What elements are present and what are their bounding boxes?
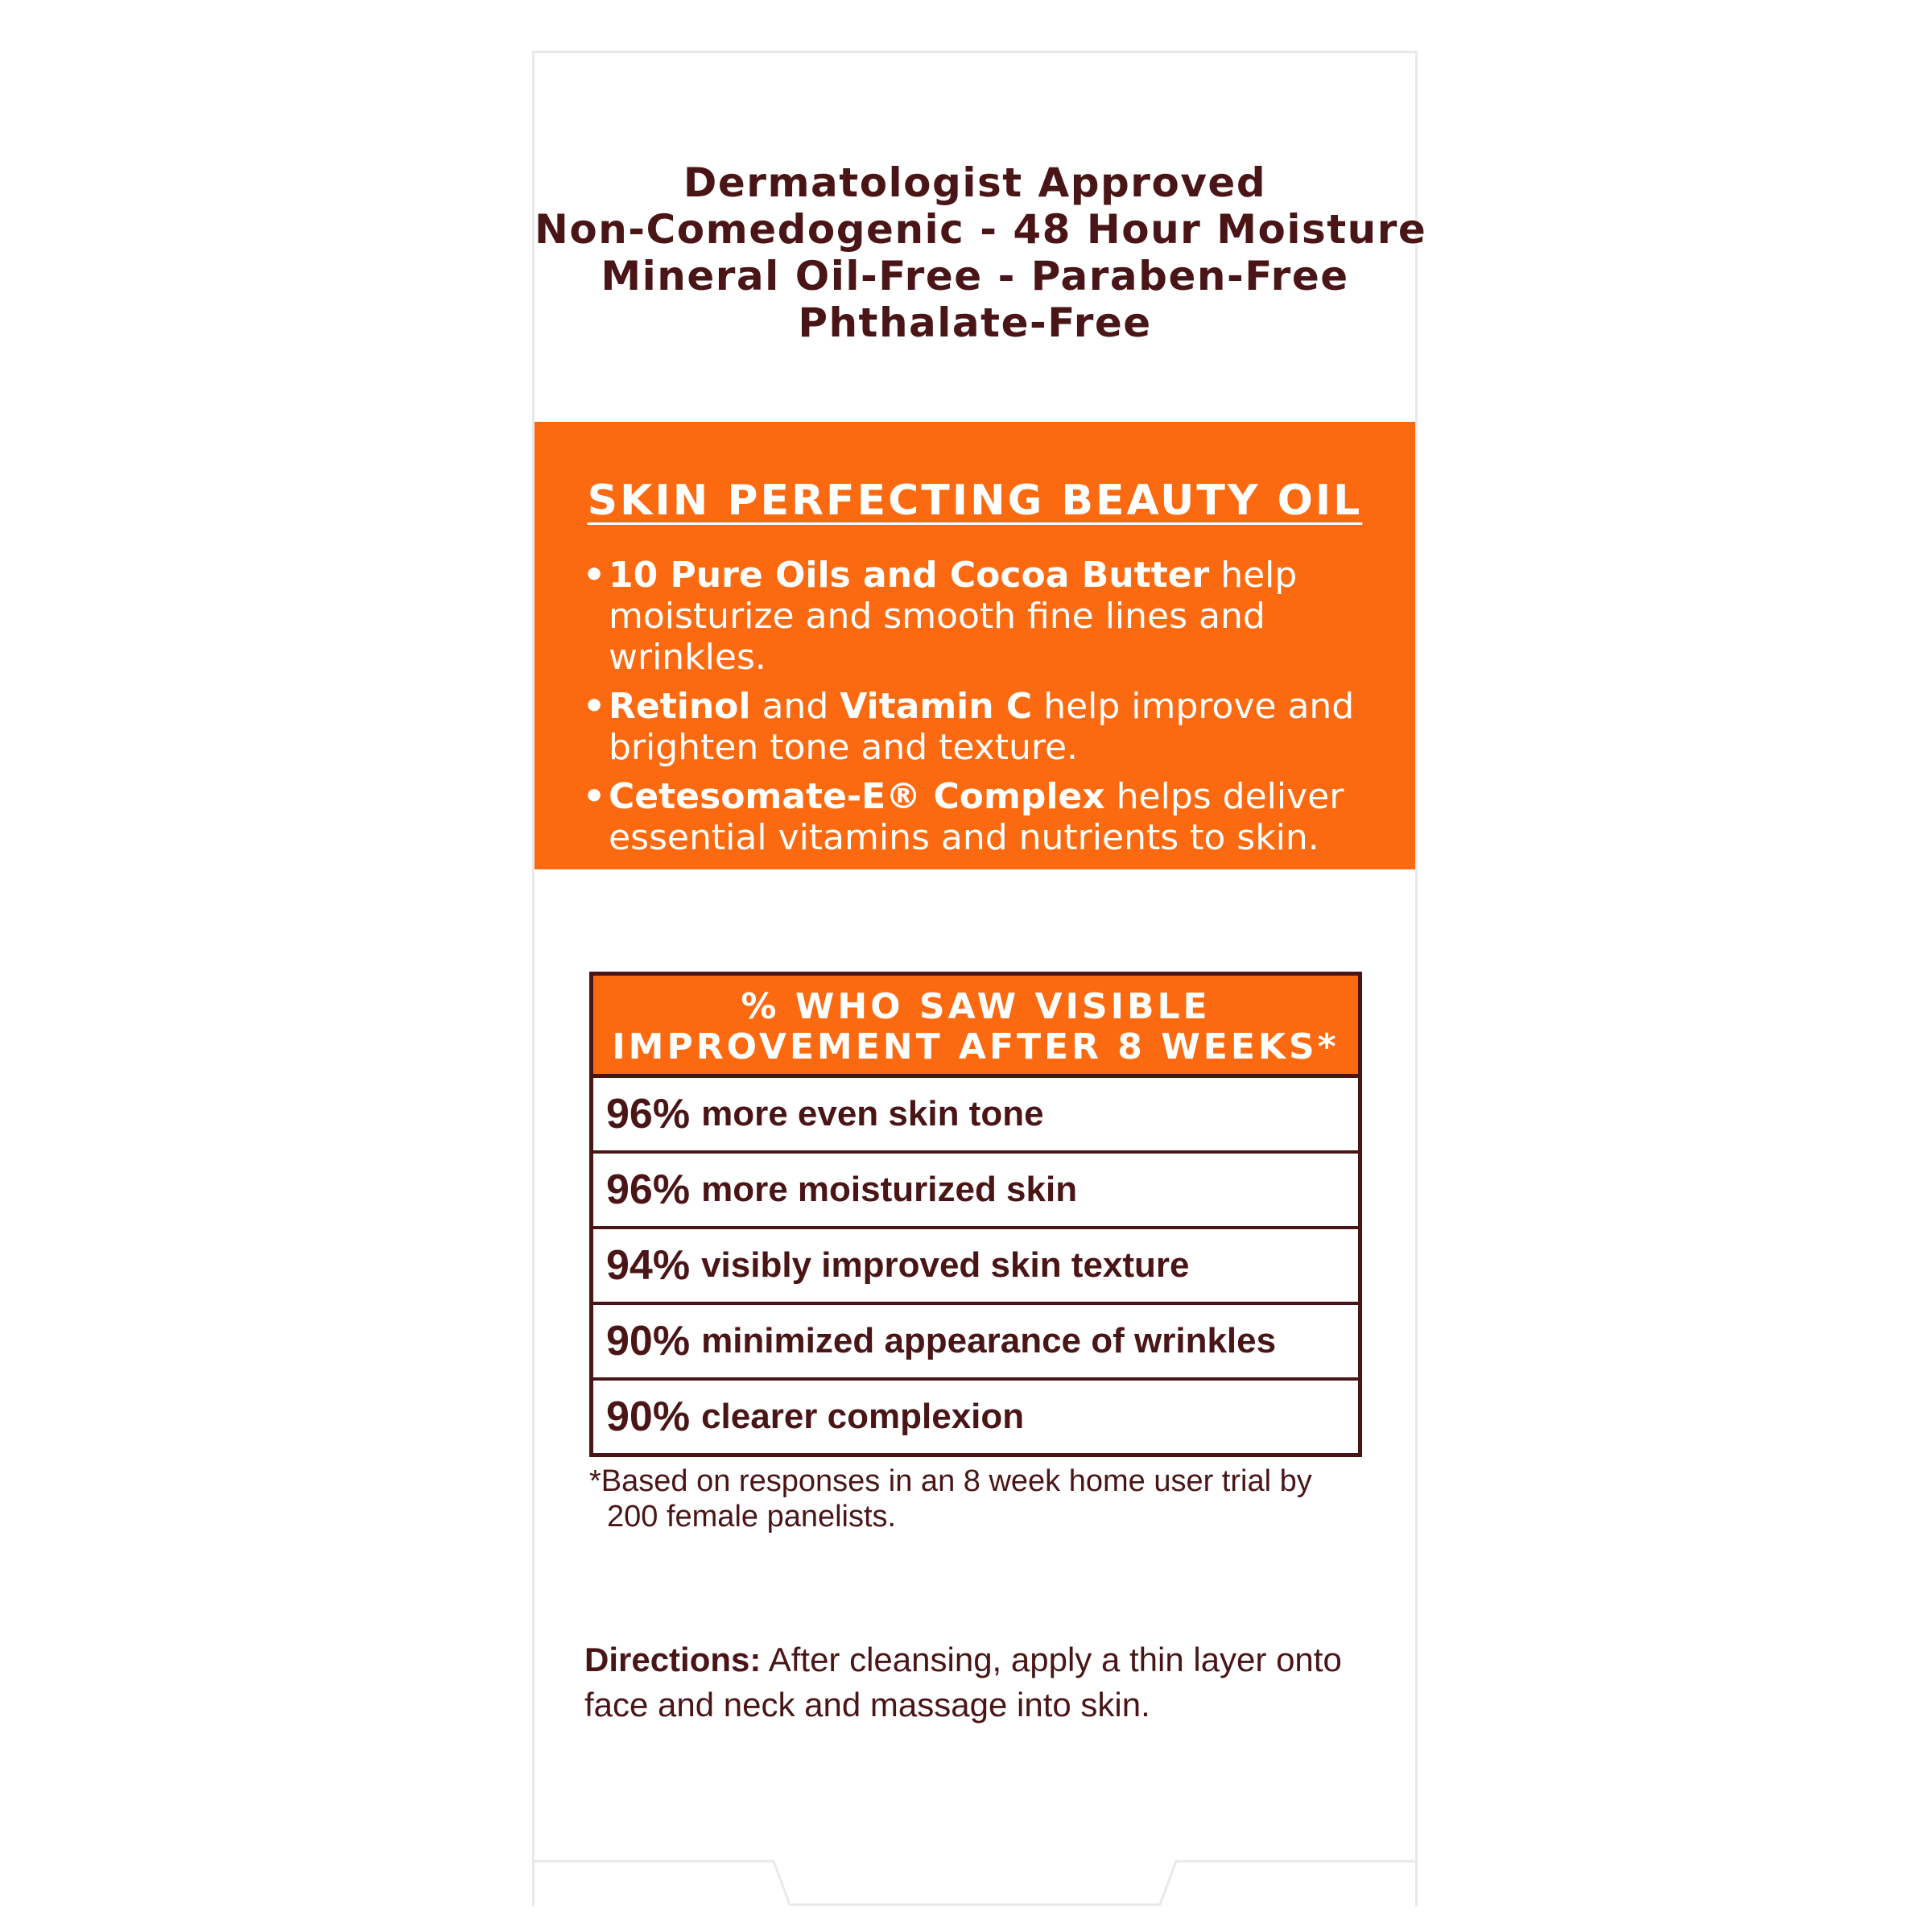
bullet-icon: •	[583, 555, 606, 596]
result-label: visibly improved skin texture	[701, 1245, 1190, 1285]
claim-line: Non-Comedogenic - 48 Hour Moisture	[535, 206, 1427, 253]
benefit-highlight: Cetesomate-E® Complex	[609, 776, 1105, 817]
result-label: minimized appearance of wrinkles	[701, 1321, 1277, 1360]
claims-block	[535, 159, 1427, 346]
results-row	[593, 1229, 1358, 1305]
benefit-text: help moisturize and smooth fine lines and wrinkles.	[609, 555, 1298, 678]
benefit-item	[583, 555, 1383, 678]
panel-tab-edge	[532, 1852, 1418, 1906]
results-row	[593, 1154, 1358, 1229]
benefit-highlight: Retinol	[609, 686, 751, 727]
result-label: clearer complexion	[701, 1397, 1025, 1436]
benefits-band	[535, 422, 1415, 869]
bullet-icon: •	[583, 776, 606, 817]
benefit-text: helps deliver essential vitamins and nutrients to skin.	[609, 776, 1344, 858]
benefits-list	[583, 555, 1383, 866]
benefit-text: and	[750, 686, 840, 727]
directions-text: After cleansing, apply a thin layer onto face and neck and massage into skin.	[584, 1641, 1342, 1724]
results-header-line: IMPROVEMENT AFTER 8 WEEKS*	[612, 1026, 1340, 1067]
benefit-item	[583, 776, 1383, 858]
benefit-highlight: Vitamin C	[840, 686, 1033, 727]
product-title: SKIN PERFECTING BEAUTY OIL	[587, 477, 1363, 525]
results-row	[593, 1381, 1358, 1453]
footnote-line: *Based on responses in an 8 week home user trial by	[589, 1464, 1312, 1498]
result-percent: 90%	[606, 1393, 691, 1440]
bullet-icon: •	[583, 686, 606, 727]
footnote-line: 200 female panelists.	[607, 1500, 897, 1534]
result-percent: 90%	[606, 1318, 691, 1364]
directions	[584, 1637, 1373, 1728]
package-panel	[532, 51, 1427, 1906]
result-percent: 94%	[606, 1242, 691, 1289]
result-label: more even skin tone	[701, 1094, 1044, 1133]
claim-line: Phthalate-Free	[798, 299, 1152, 346]
results-row	[593, 1305, 1358, 1381]
results-header-line: % WHO SAW VISIBLE	[741, 986, 1211, 1027]
results-header	[593, 976, 1358, 1078]
results-row	[593, 1078, 1358, 1154]
benefit-highlight: 10 Pure Oils and Cocoa Butter	[609, 555, 1210, 596]
result-percent: 96%	[606, 1166, 691, 1213]
result-percent: 96%	[606, 1091, 691, 1137]
benefit-item	[583, 686, 1383, 768]
benefit-text: help improve and brighten tone and texture.	[609, 686, 1355, 768]
directions-label: Directions:	[584, 1641, 762, 1678]
claim-line: Mineral Oil-Free - Paraben-Free	[601, 253, 1349, 299]
claim-line: Dermatologist Approved	[683, 159, 1267, 206]
results-table	[589, 972, 1362, 1457]
result-label: more moisturized skin	[701, 1170, 1078, 1209]
footnote	[589, 1463, 1362, 1534]
